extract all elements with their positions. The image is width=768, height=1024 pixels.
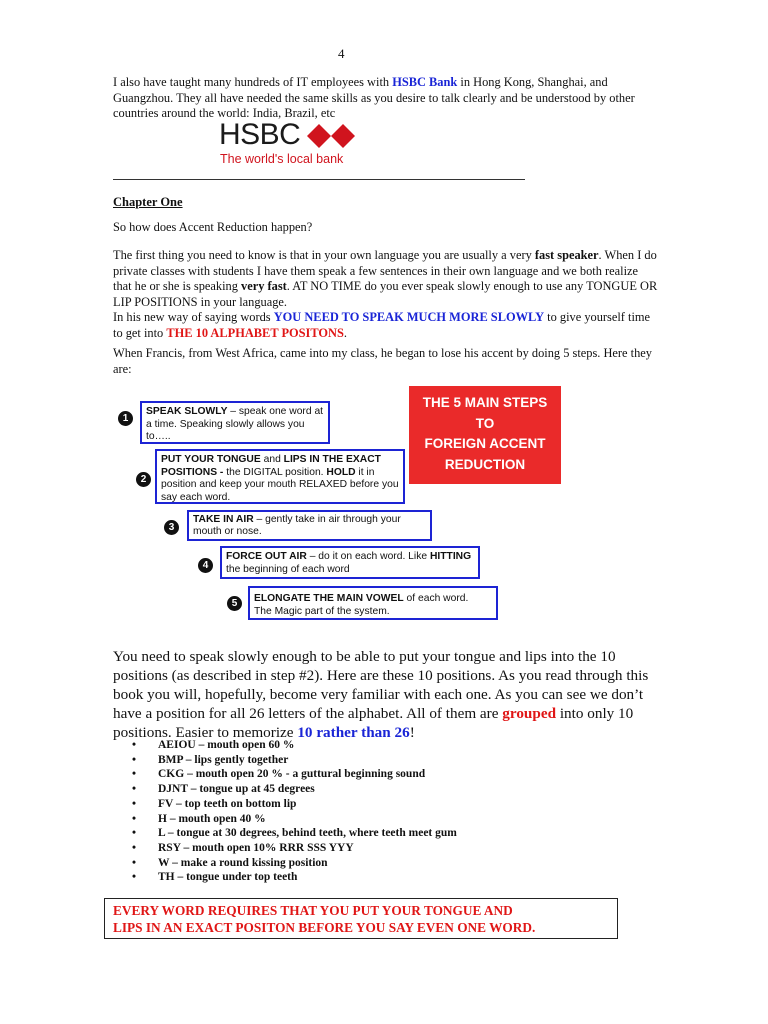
para1-text-a: The first thing you need to know is that in your own language you are usually a very <box>113 248 535 262</box>
bullet-dot: • <box>132 739 137 751</box>
warning-box <box>104 898 618 939</box>
list-item <box>113 782 457 797</box>
warning-line-2: LIPS IN AN EXACT POSITON BEFORE YOU SAY EVEN ONE WORD. <box>113 919 536 935</box>
step-1-title: SPEAK SLOWLY <box>146 406 228 417</box>
step-box-5 <box>248 586 498 620</box>
list-item <box>113 738 457 753</box>
step-2-bold3: HOLD <box>326 466 356 478</box>
step-box-3 <box>187 510 432 541</box>
bullet-dot: • <box>132 871 137 884</box>
positions-list <box>113 738 457 885</box>
main-steps-banner <box>409 386 561 484</box>
step-number-3: 3 <box>164 520 179 535</box>
list-item <box>113 841 457 856</box>
position-text: L – tongue at 30 degrees, behind teeth, where teeth meet gum <box>158 827 457 840</box>
fast-speaker-paragraph <box>113 248 658 341</box>
position-text: BMP – lips gently together <box>158 753 289 766</box>
hsbc-logo-wordmark: HSBC <box>219 118 301 151</box>
list-item <box>113 826 457 841</box>
chapter-title: Chapter One <box>113 195 183 209</box>
position-text: RSY – mouth open 10% RRR SSS YYY <box>158 841 354 854</box>
step-number-1: 1 <box>118 411 133 426</box>
list-item <box>113 767 457 782</box>
warning-line-1: EVERY WORD REQUIRES THAT YOU PUT YOUR TONGUE AND <box>113 903 513 918</box>
step-4-bold2: HITTING <box>429 551 472 562</box>
step-5-text: of each word. <box>403 593 469 604</box>
fast-speaker-bold: fast speaker <box>534 248 599 262</box>
para1-text-j: . <box>343 325 348 340</box>
step-2-text: it in position and keep your mouth RELAXED before you say each word. <box>161 466 399 503</box>
hsbc-logo <box>219 118 359 168</box>
para3-text-c: into only 10 positions. Easier to memorize <box>113 705 634 741</box>
position-text: FV – top teeth on bottom lip <box>158 797 297 810</box>
step-3-title: TAKE IN AIR <box>193 514 254 525</box>
step-box-2 <box>155 449 405 504</box>
step-5-title: ELONGATE THE MAIN VOWEL <box>254 593 404 604</box>
banner-line-3: FOREIGN ACCENT <box>424 436 546 451</box>
section-divider <box>113 179 525 180</box>
list-item <box>113 870 457 885</box>
list-item <box>113 753 457 768</box>
step-4-text2: the beginning of each word <box>226 563 350 575</box>
step-number-5: 5 <box>227 596 242 611</box>
para1-text-e: . AT NO TIME do you ever speak slowly enough to use any TONGUE OR LIP POSITIONS in your language. <box>113 279 658 309</box>
banner-line-1: THE 5 MAIN STEPS <box>422 395 548 410</box>
bullet-dot: • <box>132 856 137 869</box>
banner-line-2: TO <box>475 415 495 431</box>
speak-slowly-highlight: YOU NEED TO SPEAK MUCH MORE SLOWLY <box>273 310 545 324</box>
position-text: AEIOU – mouth open 60 % <box>158 739 295 751</box>
para1-text-h: to give yourself time to get into <box>113 310 651 340</box>
intro-paragraph <box>113 75 658 122</box>
banner-line-4: REDUCTION <box>444 456 526 472</box>
step-number-4: 4 <box>198 558 213 573</box>
list-item <box>113 797 457 812</box>
intro-text: I also have taught many hundreds of IT employees with <box>113 75 393 89</box>
step-4-text: – do it on each word. Like <box>306 551 430 562</box>
step-4-title: FORCE OUT AIR <box>226 551 307 562</box>
position-text: CKG – mouth open 20 % - a guttural beginning sound <box>158 768 426 781</box>
step-box-4 <box>220 546 480 579</box>
bullet-dot: • <box>132 812 137 825</box>
page-number: 4 <box>338 46 345 61</box>
very-fast-bold: very fast <box>241 279 287 293</box>
intro-text-end: in Hong Kong, Shanghai, and Guangzhou. They all have needed the same skills as you desire to talk clearly and be understood by other countries around the world: India, Brazil, etc <box>113 75 635 120</box>
positions-intro-paragraph <box>113 647 661 742</box>
step-2-bold2: LIPS IN THE EXACT POSITIONS - <box>161 454 381 478</box>
hsbc-bank-highlight: HSBC Bank <box>392 75 458 89</box>
list-item <box>113 812 457 827</box>
hsbc-hexagon-icon <box>307 124 355 148</box>
bullet-dot: • <box>132 768 137 781</box>
step-1-text: – speak one word at a time. Speaking slowly allows you to….. <box>146 406 324 442</box>
francis-paragraph: When Francis, from West Africa, came into my class, he began to lose his accent by doing 5 steps. Here they are: <box>113 346 652 376</box>
position-text: H – mouth open 40 % <box>158 812 266 825</box>
step-2-mid2: the DIGITAL position. <box>223 466 327 478</box>
bullet-dot: • <box>132 783 137 796</box>
step-number-2: 2 <box>136 472 151 487</box>
step-3-text: – gently take in air through your mouth or nose. <box>193 514 401 538</box>
para3-text-e: ! <box>409 724 415 741</box>
alphabet-positions-highlight: THE 10 ALPHABET POSITONS <box>166 325 344 340</box>
step-5-line2: The Magic part of the system. <box>254 606 390 617</box>
question-line: So how does Accent Reduction happen? <box>113 220 313 234</box>
step-2-title: PUT YOUR TONGUE <box>161 454 261 465</box>
hsbc-logo-tagline: The world's local bank <box>220 152 344 166</box>
bullet-dot: • <box>132 797 137 810</box>
bullet-dot: • <box>132 753 137 766</box>
para1-text-c: . When I do private classes with students I have them speak a few sentences in their own language and we both realize that he or she is speaking <box>113 248 657 293</box>
position-text: TH – tongue under top teeth <box>158 871 298 884</box>
list-item <box>113 856 457 871</box>
step-2-mid1: and <box>260 454 284 465</box>
para3-text-a: You need to speak slowly enough to be able to put your tongue and lips into the 10 positions (as described in step #2). Here are these 10 positions. As you read through this book you will, hopefully, become very familiar with each one. As you can see we don’t have a position for all 26 letters of the alphabet. All of them are <box>113 648 649 722</box>
para1-text-f: In his new way of saying words <box>113 310 274 324</box>
position-text: W – make a round kissing position <box>158 856 328 869</box>
step-box-1 <box>140 401 330 444</box>
grouped-highlight: grouped <box>502 705 557 722</box>
bullet-dot: • <box>132 841 137 854</box>
ten-rather-than-26-highlight: 10 rather than 26 <box>297 724 410 741</box>
position-text: DJNT – tongue up at 45 degrees <box>158 783 315 796</box>
bullet-dot: • <box>132 827 137 840</box>
